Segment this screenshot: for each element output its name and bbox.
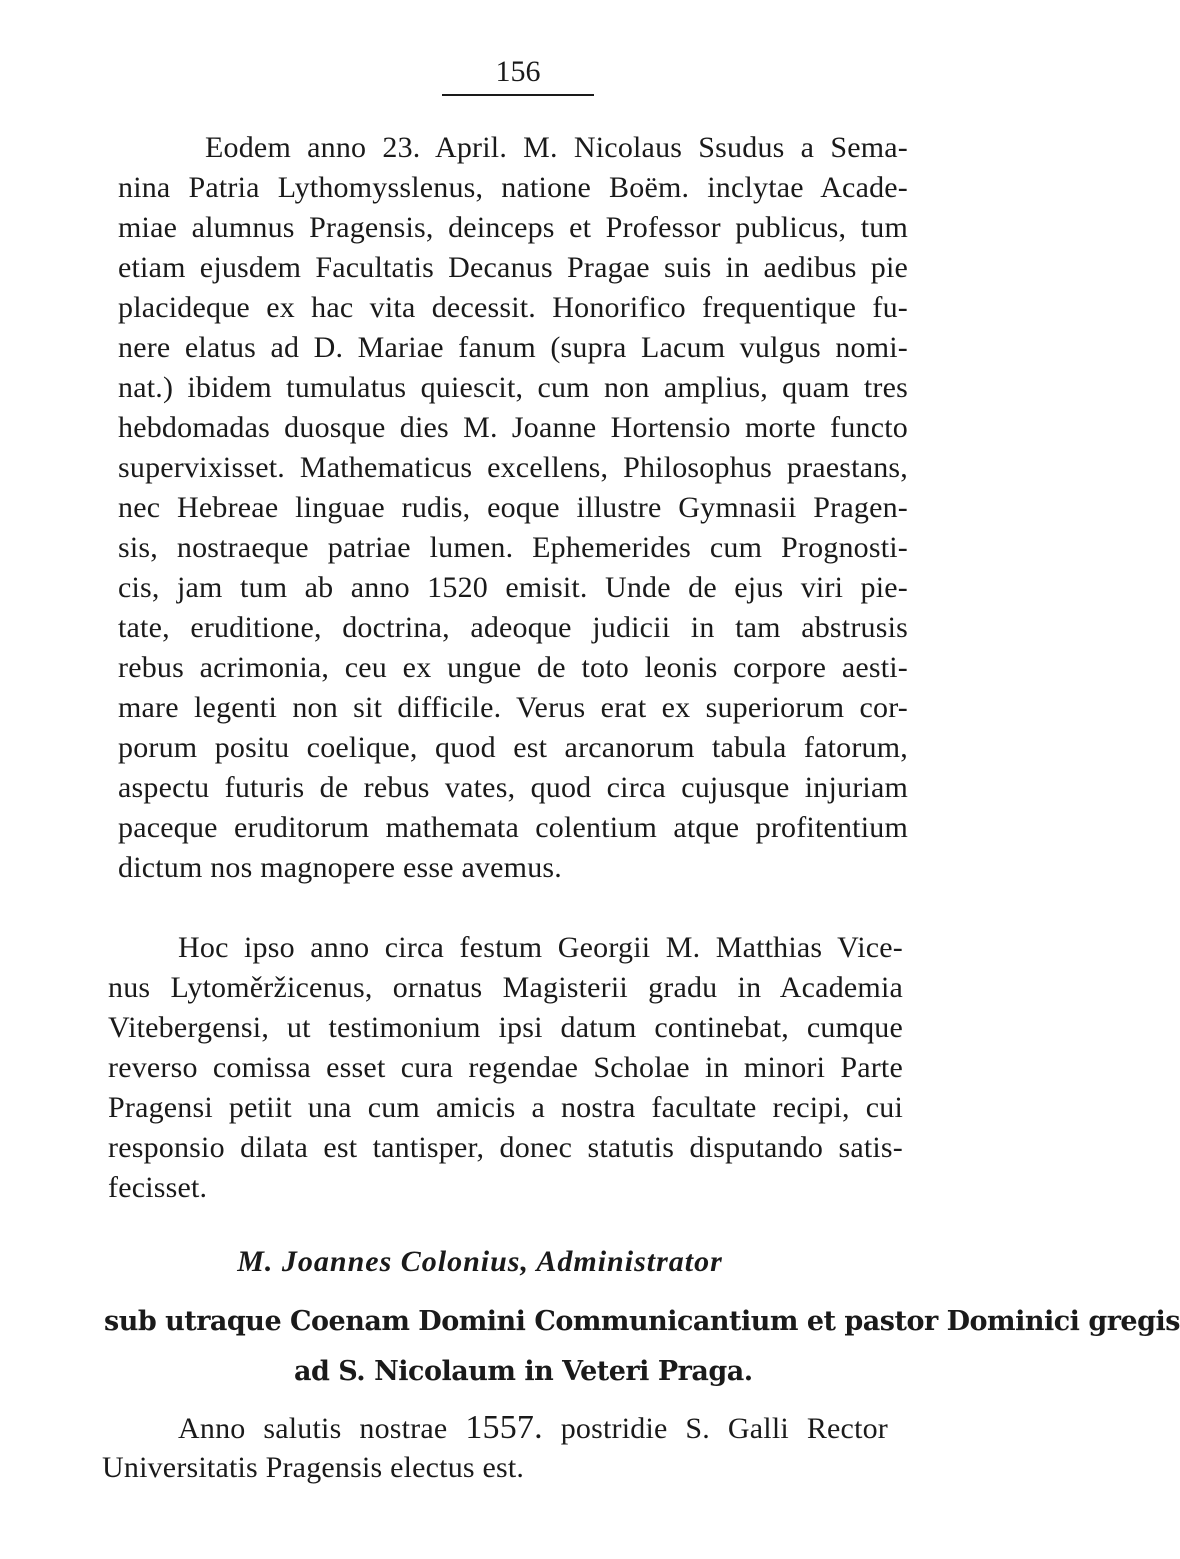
text-line: Vitebergensi, ut testimonium ipsi datum continebat, cumque	[108, 1011, 903, 1044]
text-line: nus Lytoměržicenus, ornatus Magisterii gradu in Academia	[108, 971, 903, 1004]
text-line: Hoc ipso anno circa festum Georgii M. Matthias Vice-	[178, 931, 903, 964]
text-line: sis, nostraeque patriae lumen. Ephemerides cum Prognosti-	[118, 531, 908, 564]
text-line	[178, 1408, 888, 1448]
text-line: aspectu futuris de rebus vates, quod circa cujusque injuriam	[118, 771, 908, 804]
text-line: mare legenti non sit difficile. Verus erat ex superiorum cor-	[118, 691, 908, 724]
page-number: 156	[495, 55, 541, 88]
text-line: fecisset.	[108, 1171, 208, 1204]
text-line: etiam ejusdem Facultatis Decanus Pragae suis in aedibus pie	[118, 251, 908, 284]
text-line: dictum nos magnopere esse avemus.	[118, 851, 562, 884]
text-line: hebdomadas duosque dies M. Joanne Hortensio morte functo	[118, 411, 908, 444]
text-line: Eodem anno 23. April. M. Nicolaus Ssudus a Sema-	[205, 131, 908, 164]
text-line: reverso comissa esset cura regendae Scholae in minori Parte	[108, 1051, 903, 1084]
text-line: supervixisset. Mathematicus excellens, Philosophus praestans,	[118, 451, 908, 484]
year-1557: 1557.	[465, 1409, 543, 1446]
text-span: postridie S. Galli Rector	[542, 1412, 888, 1445]
text-line: responsio dilata est tantisper, donec statutis disputando satis-	[108, 1131, 903, 1164]
text-line: rebus acrimonia, ceu ex ungue de toto leonis corpore aesti-	[118, 651, 908, 684]
section-heading-subtitle: sub utraque Coenam Domini Communicantium et pastor Dominici gregis	[104, 1306, 1180, 1337]
text-line: cis, jam tum ab anno 1520 emisit. Unde de ejus viri pie-	[118, 571, 908, 604]
text-line: paceque eruditorum mathemata colentium atque profitentium	[118, 811, 908, 844]
text-line: porum positu coelique, quod est arcanorum tabula fatorum,	[118, 731, 908, 764]
text-line: placideque ex hac vita decessit. Honorifico frequentique fu-	[118, 291, 908, 324]
section-heading-title: M. Joannes Colonius, Administrator	[237, 1245, 723, 1278]
text-line: tate, eruditione, doctrina, adeoque judicii in tam abstrusis	[118, 611, 908, 644]
section-heading-subtitle: ad S. Nicolaum in Veteri Praga.	[294, 1356, 753, 1387]
text-line: Universitatis Pragensis electus est.	[102, 1451, 525, 1484]
text-line: nina Patria Lythomysslenus, natione Boëm. inclytae Acade-	[118, 171, 908, 204]
text-line: nec Hebreae linguae rudis, eoque illustre Gymnasii Pragen-	[118, 491, 908, 524]
text-line: nat.) ibidem tumulatus quiescit, cum non amplius, quam tres	[118, 371, 908, 404]
text-line: nere elatus ad D. Mariae fanum (supra Lacum vulgus nomi-	[118, 331, 908, 364]
text-line: Pragensi petiit una cum amicis a nostra facultate recipi, cui	[108, 1091, 903, 1124]
text-span: Anno salutis nostrae	[178, 1412, 466, 1445]
text-line: miae alumnus Pragensis, deinceps et Professor publicus, tum	[118, 211, 908, 244]
page-number-rule	[442, 94, 594, 96]
